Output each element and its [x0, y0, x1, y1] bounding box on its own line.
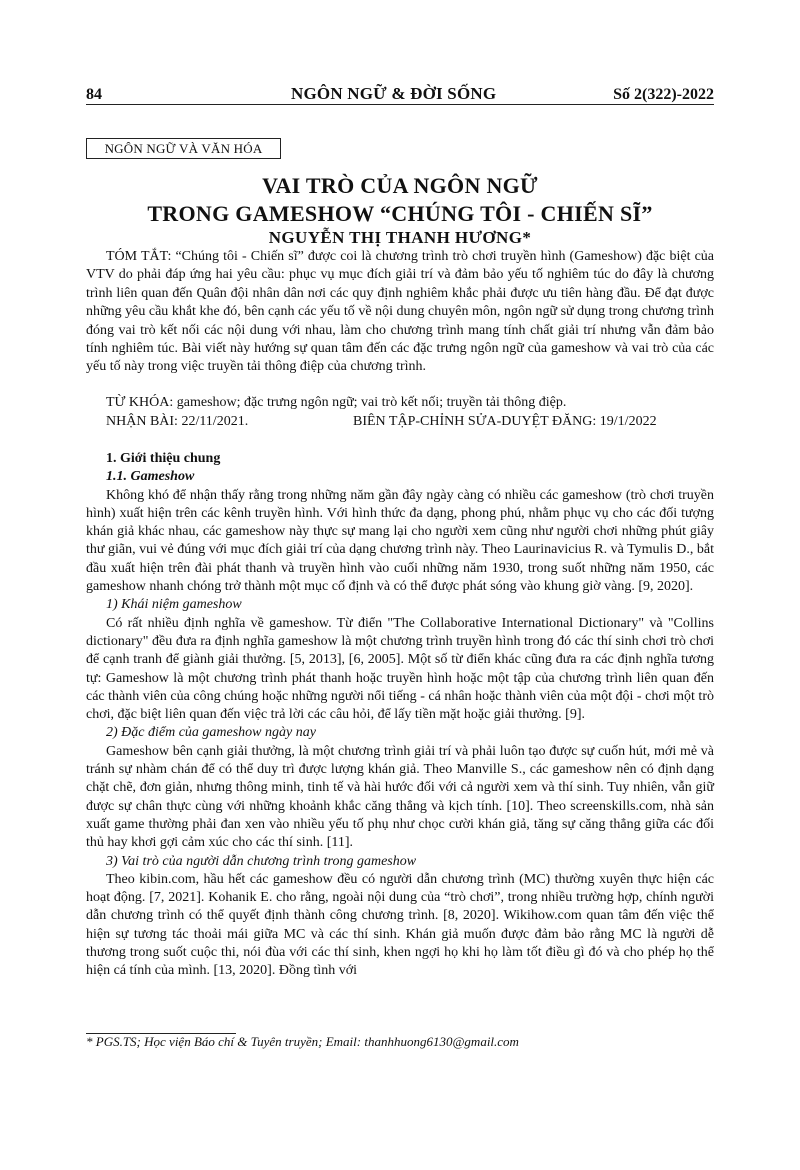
paragraph: Có rất nhiều định nghĩa về gameshow. Từ điển "The Collaborative International Dictionary" và "Collins dictionary" đều đưa ra định nghĩa gameshow là một chương trình truyền hình trong đó các thí sinh chơi trò chơi để cạnh tranh để giành giải thưởng. [5, 2013], [6, 2005]. Một số từ điển khác cũng đưa ra các định nghĩa tương tự: Gameshow là một chương trình phát thanh hoặc truyền hình hoặc một tập của chương trình liên quan đến các thành viên của công chúng hoặc những người nổi tiếng - cá nhân hoặc thành viên của một đội - chơi một trò chơi, đặc biệt liên quan đến việc trả lời các câu hỏi, để lấy tiền mặt hoặc giải thưởng. [9].	[86, 615, 714, 723]
paragraph: Theo kibin.com, hầu hết các gameshow đều có người dẫn chương trình (MC) thường xuyên thực hiện các hoạt động. [7, 2021]. Kohanik E. cho rằng, ngoài nội dung của “trò chơi”, trong nhiều trường hợp, chính người dẫn chương trình có thể quyết định thành công chương trình. [8, 2020]. Wikihow.com quan tâm đến việc thể hiện sự tương tác thoải mái giữa MC và các thí sinh. Khán giả muốn được đảm bảo rằng MC là người dễ thương trong suốt cuộc thi, nói đùa với các thí sinh, khen ngợi họ khi họ làm tốt điều gì đó và cho phép họ thể hiện cá tính của mình. [13, 2020]. Đồng tình với	[86, 871, 714, 979]
running-header	[86, 82, 714, 106]
paragraph: Gameshow bên cạnh giải thưởng, là một chương trình giải trí và phải luôn tạo được sự cuốn hút, mới mẻ và tránh sự nhàm chán để có thể duy trì được lượng khán giả. Theo Manville S., các gameshow nên có định dạng chặt chẽ, đơn giản, nhưng thông minh, tinh tế và hài hước đối với cả người xem và thí sinh. Tuy nhiên, vẫn giữ được sự chân thực cùng với những khoảnh khắc căng thẳng và kịch tính. [10]. Theo screenskills.com, nhà sản xuất game thường phải đan xen vào nhiều yếu tố phụ như chọc cười khán giả, tăng sự căng thẳng giữa các đối thủ hay khơi gợi cảm xúc cho các thí sinh. [11].	[86, 743, 714, 851]
header-rule	[86, 104, 714, 105]
article-title-line-2: TRONG GAMESHOW “CHÚNG TÔI - CHIẾN SĨ”	[147, 201, 653, 226]
keywords: TỪ KHÓA: gameshow; đặc trưng ngôn ngữ; vai trò kết nối; truyền tải thông điệp.	[106, 395, 567, 410]
subsection-heading-1-1: 1.1. Gameshow	[106, 469, 195, 485]
section-tag: NGÔN NGỮ VÀ VĂN HÓA	[86, 138, 281, 159]
edited-date: BIÊN TẬP-CHỈNH SỬA-DUYỆT ĐĂNG: 19/1/2022	[353, 414, 657, 429]
issue-number: Số 2(322)-2022	[613, 86, 714, 103]
article-dates	[106, 414, 714, 430]
received-date: NHẬN BÀI: 22/11/2021.	[106, 414, 249, 429]
subheading-features: 2) Đặc điểm của gameshow ngày nay	[106, 725, 316, 741]
article-title-line-1: VAI TRÒ CỦA NGÔN NGỮ	[262, 173, 538, 198]
author-name: NGUYỄN THỊ THANH HƯƠNG*	[268, 228, 532, 247]
abstract: TÓM TẮT: “Chúng tôi - Chiến sĩ” được coi là chương trình trò chơi truyền hình (Gameshow) đặc biệt của VTV do phải đáp ứng hai yêu cầu: phục vụ mục đích giải trí và đảm bảo yếu tố nghiêm túc do đây là chương trình liên quan đến Quân đội nhân dân nơi các quy định nghiêm khắc phải được ưu tiên hàng đầu. Để đạt được những yêu cầu khắt khe đó, bên cạnh các yếu tố về nội dung chuyên môn, ngôn ngữ sử dụng trong chương trình đóng vai trò kết nối các nội dung với nhau, làm cho chương trình mang tính chất giải trí nhưng vẫn đảm bảo tính nghiêm túc. Bài viết này hướng sự quan tâm đến các đặc trưng ngôn ngữ của gameshow và vai trò của các yếu tố này trong việc truyền tải thông điệp của chương trình.	[86, 249, 714, 375]
journal-name: NGÔN NGỮ & ĐỜI SỐNG	[291, 84, 497, 103]
page-number: 84	[86, 86, 102, 103]
subheading-host-role: 3) Vai trò của người dẫn chương trình trong gameshow	[106, 853, 417, 869]
section-heading-1: 1. Giới thiệu chung	[106, 451, 221, 466]
paragraph: Không khó để nhận thấy rằng trong những năm gần đây ngày càng có nhiều các gameshow (trò chơi truyền hình) xuất hiện trên các kênh truyền hình. Với hình thức đa dạng, phong phú, nhằm phục vụ cho các đối tượng khán giả khác nhau, các gameshow này thực sự mang lại cho người xem cũng như người chơi những phút giây thư giãn, vui vẻ đúng với mục đích giải trí của dạng chương trình này. Theo Laurinavicius R. và Tymulis D., bắt đầu xuất hiện trên đài phát thanh và truyền hình vào cuối những năm 1930, trong suốt những năm 1950, các gameshow nhanh chóng trở thành một mục cố định và có thể được phát sóng vào khung giờ vàng. [9, 2020].	[86, 487, 714, 595]
subheading-definition: 1) Khái niệm gameshow	[106, 597, 242, 613]
footnote: * PGS.TS; Học viện Báo chí & Tuyên truyền; Email: thanhhuong6130@gmail.com	[86, 1034, 519, 1049]
article-body	[86, 450, 714, 981]
